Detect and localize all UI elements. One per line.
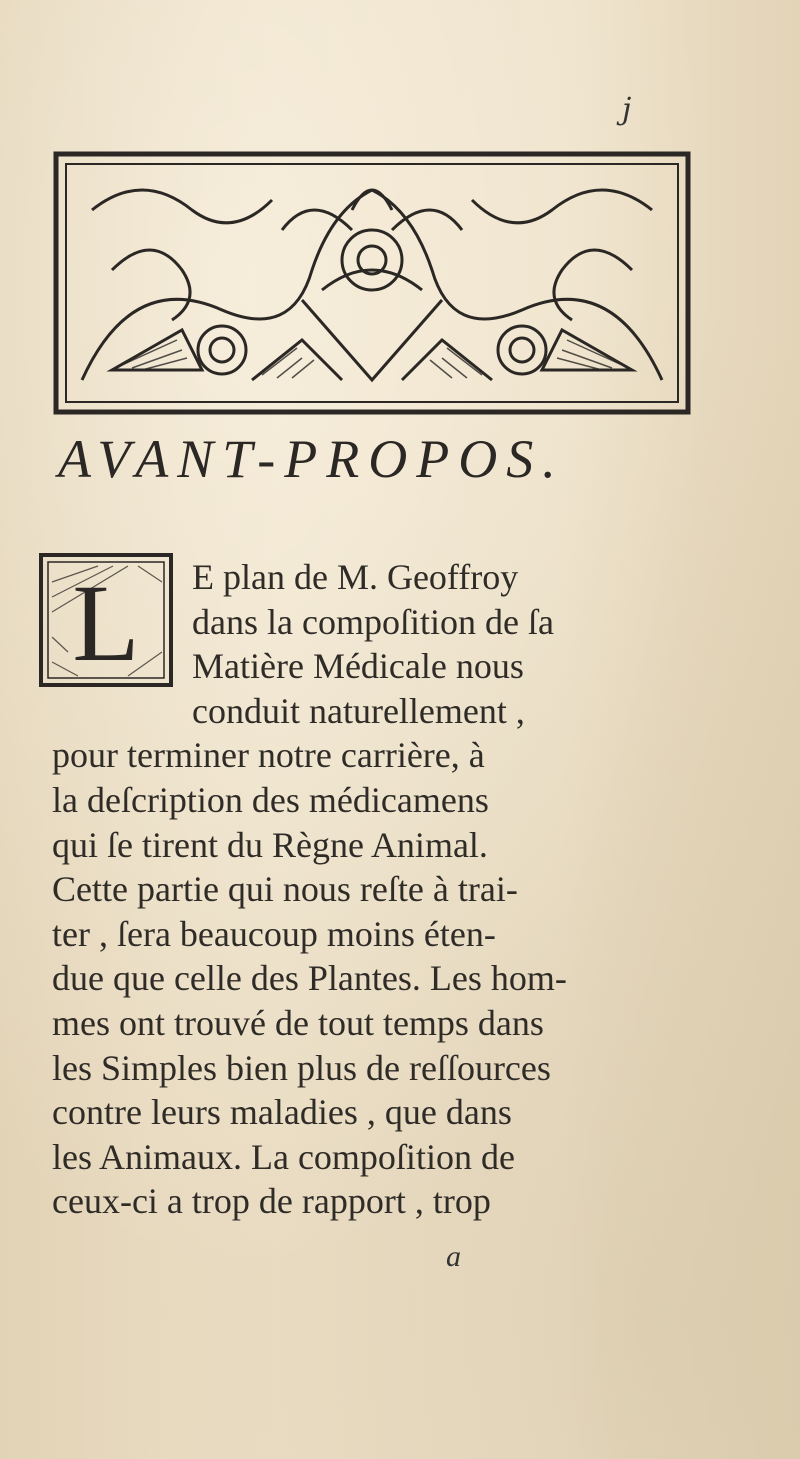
- text-line: pour terminer notre carrière, à: [52, 735, 485, 776]
- text-line: la deſcription des médicamens: [52, 779, 489, 820]
- text-line: Cette partie qui nous reſte à trai-: [52, 869, 518, 910]
- text-line: les Animaux. La compoſition de: [52, 1136, 515, 1177]
- text-line: mes ont trouvé de tout temps dans: [52, 1002, 544, 1043]
- chapter-title: AVANT-PROPOS.: [58, 429, 565, 489]
- text-line: conduit naturellement ,: [192, 690, 525, 731]
- page-folio: j: [622, 92, 632, 127]
- dropcap-letter: L: [72, 562, 140, 684]
- text-line: Matière Médicale nous: [192, 646, 524, 687]
- text-line: due que celle des Plantes. Les hom-: [52, 958, 567, 999]
- text-line: les Simples bien plus de reſſources: [52, 1047, 551, 1088]
- catchword: a: [446, 1240, 461, 1273]
- text-line: qui ſe tirent du Règne Animal.: [52, 824, 488, 865]
- text-line: ter , ſera beaucoup moins éten-: [52, 913, 496, 954]
- text-line: ceux-ci a trop de rapport , trop: [52, 1181, 491, 1222]
- text-line: contre leurs maladies , que dans: [52, 1092, 512, 1133]
- text-line: dans la compoſition de ſa: [192, 601, 554, 642]
- text-line: E plan de M. Geoffroy: [192, 557, 519, 597]
- ornamental-headpiece-icon: [52, 150, 692, 418]
- body-text: [52, 555, 642, 1224]
